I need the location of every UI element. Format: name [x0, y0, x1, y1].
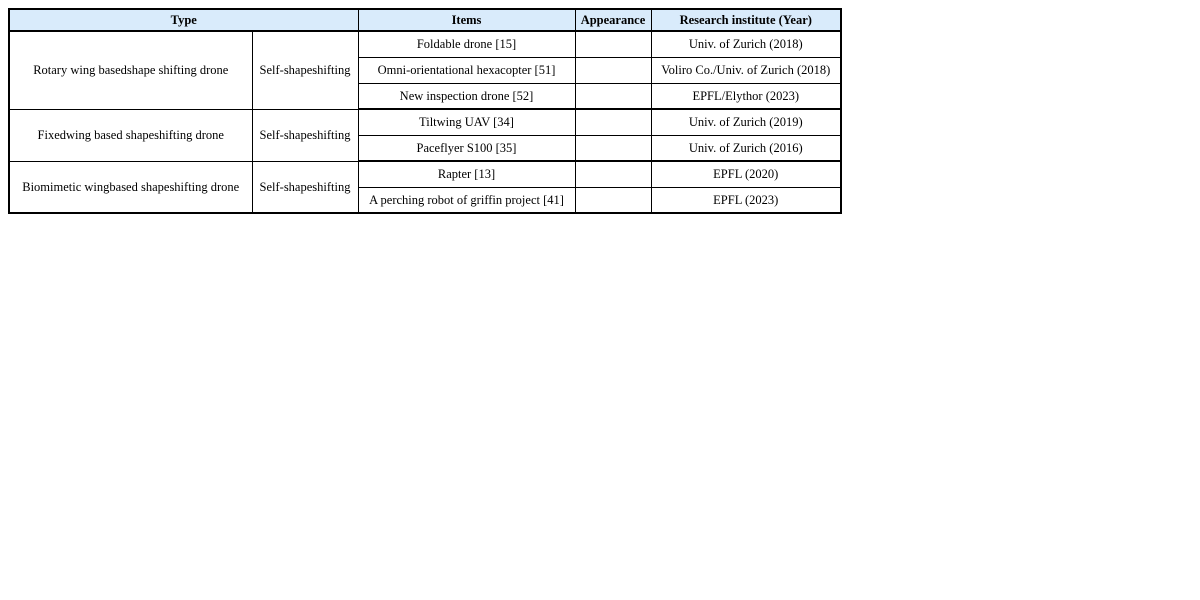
appearance-cell: [575, 83, 651, 109]
institute-cell: Univ. of Zurich (2016): [651, 135, 841, 161]
item-cell: Foldable drone [15]: [358, 31, 575, 57]
shapeshifting-drone-table: [8, 8, 842, 214]
appearance-cell: [575, 161, 651, 187]
table-row: [9, 31, 841, 57]
item-cell: Tiltwing UAV [34]: [358, 109, 575, 135]
institute-cell: Voliro Co./Univ. of Zurich (2018): [651, 57, 841, 83]
group-shifting-cell: Self-shapeshifting: [252, 31, 358, 109]
column-header-institute: Research institute (Year): [651, 9, 841, 31]
appearance-cell: [575, 135, 651, 161]
group-type-cell: Rotary wing basedshape shifting drone: [9, 31, 252, 109]
column-header-items: Items: [358, 9, 575, 31]
group-shifting-cell: Self-shapeshifting: [252, 161, 358, 213]
group-shifting-cell: Self-shapeshifting: [252, 109, 358, 161]
appearance-cell: [575, 31, 651, 57]
appearance-cell: [575, 57, 651, 83]
item-cell: Rapter [13]: [358, 161, 575, 187]
table-header: [9, 9, 841, 31]
institute-cell: EPFL (2023): [651, 187, 841, 213]
item-cell: New inspection drone [52]: [358, 83, 575, 109]
institute-cell: Univ. of Zurich (2019): [651, 109, 841, 135]
appearance-cell: [575, 109, 651, 135]
appearance-cell: [575, 187, 651, 213]
table-body: [9, 31, 841, 213]
item-cell: A perching robot of griffin project [41]: [358, 187, 575, 213]
group-type-cell: Biomimetic wingbased shapeshifting drone: [9, 161, 252, 213]
header-row: [9, 9, 841, 31]
item-cell: Omni-orientational hexacopter [51]: [358, 57, 575, 83]
table-row: [9, 161, 841, 187]
institute-cell: EPFL (2020): [651, 161, 841, 187]
institute-cell: EPFL/Elythor (2023): [651, 83, 841, 109]
column-header-appearance: Appearance: [575, 9, 651, 31]
table-row: [9, 109, 841, 135]
column-header-type: Type: [9, 9, 358, 31]
group-type-cell: Fixedwing based shapeshifting drone: [9, 109, 252, 161]
institute-cell: Univ. of Zurich (2018): [651, 31, 841, 57]
item-cell: Paceflyer S100 [35]: [358, 135, 575, 161]
